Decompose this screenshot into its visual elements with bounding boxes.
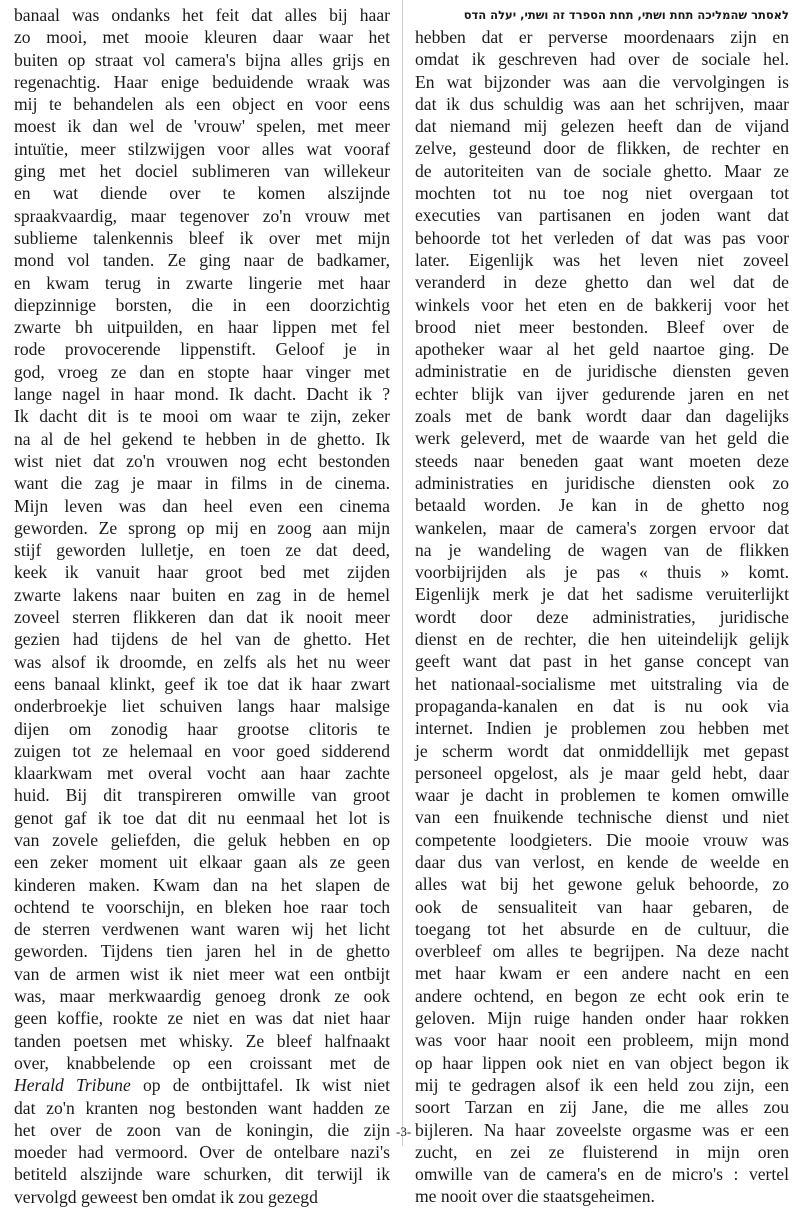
text-line: na je wandeling de wagen van de flikken bbox=[415, 539, 789, 560]
left-text-column bbox=[14, 4, 390, 1208]
text-line: zuigen tot ze helemaal en voor goed sidderend bbox=[14, 740, 390, 761]
text-line: behoorde tot het verleden of dat was pas voor bbox=[415, 227, 789, 248]
text-line: betiteld alszijnde ware schurken, dit terwijl ik bbox=[14, 1164, 390, 1185]
column-divider bbox=[402, 0, 403, 1146]
text-line: het over de zoon van de koningin, die zijn bbox=[14, 1119, 390, 1140]
text-line: over, knabbelende op een croissant met de bbox=[14, 1052, 390, 1073]
text-line: steeds naar beneden gaat want moeten deze bbox=[415, 450, 789, 471]
text-line: andere ochtend, en begon ze echt ook erin te bbox=[415, 985, 789, 1006]
newspaper-title: Herald Tribune bbox=[14, 1075, 131, 1096]
text-line: geeft want dat past in het ganse concept van bbox=[415, 651, 789, 672]
text-line: En wat bijzonder was aan die vervolgingen is bbox=[415, 71, 789, 92]
text-line: gezien had tijdens de hel van de ghetto. Het bbox=[14, 629, 390, 650]
text-line: van de armen wist ik niet meer wat een ontbijt bbox=[14, 963, 390, 984]
text-line: executies van partisanen en joden want dat bbox=[415, 205, 789, 226]
text-line: Ik dacht dit is te mooi om waar te zijn, zeker bbox=[14, 406, 390, 427]
text-line: na al de hel gekend te hebben in de ghetto. Ik bbox=[14, 428, 390, 449]
text-line: sublieme talenkennis bleef ik over met mijn bbox=[14, 227, 390, 248]
text-line: de autoriteiten van de sociale ghetto. Maar ze bbox=[415, 160, 789, 181]
text-line: dat ik dus schuldig was aan het schrijven, maar bbox=[415, 93, 789, 114]
text-line: het nationaal-socialisme met uitstraling via de bbox=[415, 673, 789, 694]
text-line: was voor haar nooit een probleem, mijn mond bbox=[415, 1030, 789, 1051]
text-line: administraties en juridische diensten ook zo bbox=[415, 472, 789, 493]
text-line: soort Tarzan en zij Jane, die me alles zou bbox=[415, 1097, 789, 1118]
text-line: dienst en de rechter, die hen uiteindelijk gelijk bbox=[415, 629, 789, 650]
text-line: waar je dacht in problemen te komen omwille bbox=[415, 785, 789, 806]
text-line: daar dus van verlost, en kende de weelde en bbox=[415, 851, 789, 872]
text-line: bijleren. Na haar zoveelste orgasme was er een bbox=[415, 1119, 789, 1140]
text-line: van zovele geliefden, die geluk hebben en op bbox=[14, 829, 390, 850]
hebrew-header-line: לאסתר שהמליכה תחת ושתי, תחת הספרד זה ושתי, יעלה הדס bbox=[463, 8, 789, 22]
text-line: zelve, gesteund door de flikken, de rechter en bbox=[415, 138, 789, 159]
text-line: werk geleverd, met de waarde van het geld die bbox=[415, 428, 789, 449]
text-line: de sterren verdwenen want waren wij het licht bbox=[14, 919, 390, 940]
text-line: apotheker waar al het geld naartoe ging. De bbox=[415, 339, 789, 360]
text-line: wordt door deze administraties, juridische bbox=[415, 606, 789, 627]
text-line: mochten tot nu toe nog niet overgaan tot bbox=[415, 183, 789, 204]
text-line: stijf geworden lulletje, en toen ze dat deed, bbox=[14, 540, 390, 561]
text-line: administratie en de juridische diensten geven bbox=[415, 361, 789, 382]
text-line: echter blijk van ijver gedurende jaren en net bbox=[415, 383, 789, 404]
text-line: vervolgd geweest ben omdat ik zou gezegd bbox=[14, 1186, 318, 1207]
text-line: omdat ik geschreven had over de sociale hel. bbox=[415, 49, 789, 70]
text-line: buiten op straat vol camera's bijna alles grijs en bbox=[14, 49, 390, 70]
text-line: geworden. Ze sprong op mij en zoog aan mijn bbox=[14, 517, 390, 538]
text-line: internet. Indien je problemen zou hebben met bbox=[415, 718, 789, 739]
text-line: van een fnuikende technische dienst und niet bbox=[415, 807, 789, 828]
text-line: later. Eigenlijk was het leven niet zoveel bbox=[415, 249, 789, 270]
text-line: toegang tot het absurde en de cultuur, die bbox=[415, 918, 789, 939]
text-line: met haar kwam er een andere nacht en een bbox=[415, 963, 789, 984]
text-line: mond vol tanden. Ze ging naar de badkamer, bbox=[14, 250, 390, 271]
text-line: ook de sensualiteit van haar gebaren, de bbox=[415, 896, 789, 917]
text-line: op haar lippen ook niet en van object begon ik bbox=[415, 1052, 789, 1073]
text-line: huid. Bij dit transpireren omwille van groot bbox=[14, 785, 390, 806]
text-line: competente loodgieters. Die mooie vrouw was bbox=[415, 829, 789, 850]
text-line: zo mooi, met mooie kleuren daar waar het bbox=[14, 27, 390, 48]
text-line: eens banaal klinkt, geef ik toe dat ik haar zwart bbox=[14, 673, 390, 694]
text-line: overbleef om alles te begrijpen. Na deze nacht bbox=[415, 941, 789, 962]
text-line: intuïtie, meer stilzwijgen voor alles wat vooraf bbox=[14, 138, 390, 159]
text-line: je scherm wordt dat onmiddellijk met gepast bbox=[415, 740, 789, 761]
text-line: was, maar merkwaardig genoeg dronk ze ook bbox=[14, 986, 390, 1007]
text-line: me nooit over die staatsgeheimen. bbox=[415, 1186, 655, 1207]
text-line: want die zag je maar in films in de cinema. bbox=[14, 473, 390, 494]
text-line: propaganda-kanalen en dat is nu ook via bbox=[415, 695, 789, 716]
text-line: geen koffie, rookte ze niet en was dat niet haar bbox=[14, 1008, 390, 1029]
text-line: genot gaf ik toe dat dit nu eenmaal het lot is bbox=[14, 807, 390, 828]
text-line: lange nagel in haar mond. Ik dacht. Dacht ik ? bbox=[14, 384, 390, 405]
text-line: onderbroekje liet schuiven langs haar malsige bbox=[14, 696, 390, 717]
page-number: -3- bbox=[396, 1124, 412, 1139]
text-line: ochtend te voorschijn, en bleken hoe raar toch bbox=[14, 896, 390, 917]
text-line: zwarte bh uitpuilden, en haar lippen met fel bbox=[14, 317, 390, 338]
text-line: klaarkwam met overal vocht aan haar zachte bbox=[14, 763, 390, 784]
right-text-column bbox=[415, 4, 789, 1208]
text-line: winkels voor het eten en de bakkerij voor het bbox=[415, 294, 789, 315]
text-line: Eigenlijk merk je dat het sadisme veruiterlijkt bbox=[415, 584, 789, 605]
text-line: mij te behandelen als een object en voor eens bbox=[14, 94, 390, 115]
text-line: en kwam terug in zwarte lingerie met haar bbox=[14, 272, 390, 293]
text-line: was alsof ik droomde, en zelfs als het nu weer bbox=[14, 651, 390, 672]
text-line: geloven. Mijn ruige handen onder haar rokken bbox=[415, 1008, 789, 1029]
text-line-rest: op de ontbijttafel. Ik wist niet bbox=[130, 1075, 390, 1096]
text-line: en wat diende over te komen alszijnde bbox=[14, 183, 390, 204]
text-line: Mijn leven was dan heel even een cinema bbox=[14, 495, 390, 516]
text-line: zoals met de bank wordt daar dan dagelijks bbox=[415, 406, 789, 427]
text-line: regenachtig. Haar enige beduidende wraak was bbox=[14, 71, 390, 92]
text-line: een zeker moment uit elkaar gaan als ze geen bbox=[14, 852, 390, 873]
text-line: hebben dat er perverse moordenaars zijn en bbox=[415, 27, 789, 47]
text-line: moest ik dan wel de 'vrouw' spelen, met meer bbox=[14, 116, 390, 137]
text-line: geworden. Tijdens tien jaren hel in de ghetto bbox=[14, 941, 390, 962]
text-line: wist niet dat zo'n vrouwen nog echt bestonden bbox=[14, 450, 390, 471]
text-line: omwille van de camera's en de micro's : vertel bbox=[415, 1164, 789, 1185]
text-line: betaald worden. Je kan in de ghetto nog bbox=[415, 495, 789, 516]
text-line: tanden poetsen met whisky. Ze bleef halfnaakt bbox=[14, 1030, 390, 1051]
text-line: personeel opgelost, als je maar geld hebt, daar bbox=[415, 762, 789, 783]
text-line: banaal was ondanks het feit dat alles bij haar bbox=[14, 5, 390, 25]
text-line: alles wat bij het gewone geluk behoorde, zo bbox=[415, 874, 789, 895]
text-line: rode provocerende lippenstift. Geloof je in bbox=[14, 339, 390, 360]
text-line: dat zo'n kranten nog bestonden want hadden ze bbox=[14, 1097, 390, 1118]
text-line: spraakvaardig, maar tegenover zo'n vrouw met bbox=[14, 205, 390, 226]
text-line: mij te gedragen alsof ik een held zou zijn, een bbox=[415, 1074, 789, 1095]
text-line: voorbijrijden als je pas « thuis » komt. bbox=[415, 562, 789, 583]
text-line bbox=[14, 1074, 390, 1096]
text-line: dat niemand mij gelezen heeft dan de vijand bbox=[415, 116, 789, 137]
text-line: veranderd in deze ghetto dan wel dat de bbox=[415, 272, 789, 293]
text-line: diepzinnige borsten, die in een doorzichtig bbox=[14, 294, 390, 315]
text-line: ging met het dociel sublimeren van willekeur bbox=[14, 161, 390, 182]
text-line: god, vroeg ze dan en stopte haar vinger met bbox=[14, 361, 390, 382]
text-line: zucht, en zei ze fluisterend in mijn oren bbox=[415, 1141, 789, 1162]
text-line: keek ik vanuit haar groot bed met zijden bbox=[14, 562, 390, 583]
text-line: zoveel sterren flikkeren dan dat ik nooit meer bbox=[14, 607, 390, 628]
text-line: zwarte lakens naar buiten en zag in de hemel bbox=[14, 584, 390, 605]
text-line: wankelen, maar de camera's zorgen ervoor dat bbox=[415, 517, 789, 538]
text-line: dijen om zonodig haar grootse clitoris te bbox=[14, 718, 390, 739]
text-line: brood niet meer bestonden. Bleef over de bbox=[415, 316, 789, 337]
text-line: moeder had vermoord. Over de ontelbare nazi's bbox=[14, 1142, 390, 1163]
text-line: kinderen maken. Kwam dan na het slapen de bbox=[14, 874, 390, 895]
